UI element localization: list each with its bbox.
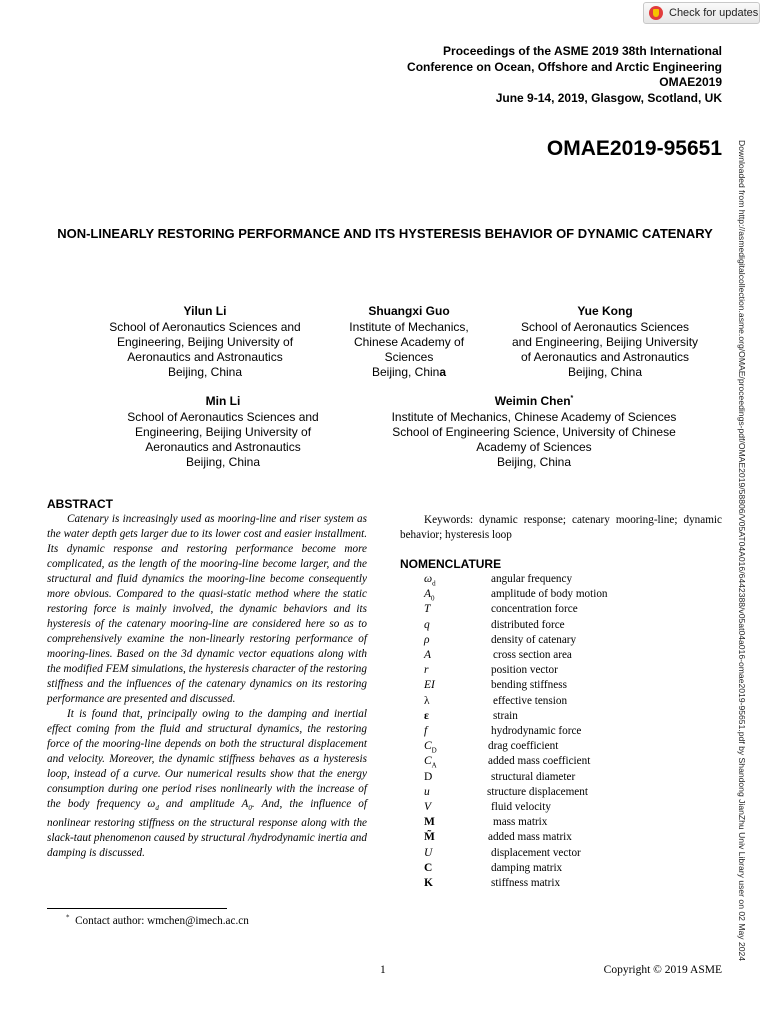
nomenclature-symbol-text: C — [424, 755, 432, 767]
nomenclature-symbol — [424, 603, 430, 615]
nomenclature-symbol-text: u — [424, 786, 430, 798]
nomenclature-symbol — [424, 573, 436, 587]
nomenclature-symbol — [424, 634, 430, 646]
author-affiliation-line: Aeronautics and Astronautics — [127, 350, 283, 364]
abstract-text: and amplitude — [158, 798, 242, 810]
nomenclature-definition: distributed force — [491, 619, 565, 631]
nomenclature-definition: strain — [493, 710, 518, 722]
nomenclature-symbol — [424, 725, 427, 737]
footnote — [66, 915, 249, 927]
abstract-text: It is found that, principally owing to the damping and inertial effect coming from the fluid and structural dynamics, the restoring force of the mooring-line depends on both the structural displacement and velocity. Moreover, the dynamic stiffness behaves as a hysteresis loop, instead of a curve. Our numerical results show that the energy consumption during one period rises nonlinearly with the increase of the body frequency — [47, 708, 367, 810]
author-block — [374, 394, 694, 470]
nomenclature-symbol — [424, 695, 430, 707]
nomenclature-symbol — [424, 679, 435, 691]
nomenclature-definition: hydrodynamic force — [491, 725, 582, 737]
proceedings-header — [302, 44, 722, 106]
author-affiliation-line: Institute of Mechanics, Chinese Academy of Sciences — [391, 410, 677, 424]
nomenclature-symbol — [424, 664, 428, 676]
nomenclature-symbol — [424, 771, 432, 783]
proceedings-line: Proceedings of the ASME 2019 38th International — [443, 44, 722, 58]
author-affiliation-line: Chinese Academy of — [353, 335, 465, 349]
nomenclature-symbol-subscript: d — [432, 579, 436, 588]
nomenclature-symbol-text: D — [424, 771, 433, 783]
nomenclature-symbol — [424, 786, 430, 798]
nomenclature-symbol — [424, 740, 437, 754]
nomenclature-symbol — [424, 831, 435, 843]
nomenclature-symbol-text: V — [424, 801, 432, 813]
author-affiliation-line: School of Aeronautics Sciences and — [109, 320, 301, 334]
nomenclature-symbol-subscript: D — [431, 746, 437, 755]
proceedings-line: June 9-14, 2019, Glasgow, Scotland, UK — [495, 90, 722, 105]
author-name-text: Weimin Chen — [494, 394, 571, 408]
nomenclature-definition: angular frequency — [491, 573, 573, 585]
nomenclature-symbol-subscript: A — [431, 761, 437, 770]
author-name: Shuangxi Guo — [368, 304, 450, 318]
nomenclature-symbol-text: ω — [424, 573, 433, 585]
author-affiliation-line: School of Engineering Science, University of Chinese — [392, 425, 676, 439]
nomenclature-definition: position vector — [491, 664, 558, 676]
nomenclature-definition: structure displacement — [487, 786, 588, 798]
crossmark-icon — [649, 6, 663, 20]
nomenclature-heading: NOMENCLATURE — [400, 557, 502, 571]
nomenclature-definition: density of catenary — [491, 634, 577, 646]
author-block — [95, 304, 315, 380]
author-affiliation-line: School of Aeronautics Sciences and — [127, 410, 319, 424]
abstract-subscript: d — [155, 804, 159, 813]
nomenclature-definition: effective tension — [493, 695, 568, 707]
author-affiliation-line: and Engineering, Beijing University — [511, 335, 699, 349]
abstract-heading: ABSTRACT — [47, 497, 113, 511]
nomenclature-definition: cross section area — [493, 649, 572, 661]
nomenclature-definition: damping matrix — [491, 862, 563, 874]
nomenclature-definition: added mass matrix — [488, 831, 572, 843]
author-name — [374, 394, 694, 409]
nomenclature-symbol-text: f — [424, 725, 428, 737]
nomenclature-definition: drag coefficient — [488, 740, 559, 752]
abstract-text: . And, the influence of nonlinear restoring stiffness on the structural response along with the slack-taut phenomenon caused by structural /hydrodynamic inertia and damping is discussed. — [47, 798, 368, 860]
abstract-paragraph — [47, 707, 367, 861]
nomenclature-symbol — [424, 710, 429, 722]
abstract-symbol: ω — [147, 798, 156, 810]
proceedings-line: Conference on Ocean, Offshore and Arctic Engineering — [407, 59, 722, 74]
nomenclature-symbol — [424, 816, 435, 828]
nomenclature-symbol-text: C — [424, 862, 433, 874]
nomenclature-definition: mass matrix — [493, 816, 548, 828]
nomenclature-symbol-subscript: 0 — [431, 594, 435, 603]
download-info-text: Downloaded from http://asmedigitalcollection.asme.org/OMAE/proceedings-pdf/OMAE2019/58806/V05AT04A016/6442388/v05at04a016-omae2019-95651.pdf by Shandong JianZhu Univ Library user on 02 May 2024 — [737, 140, 747, 962]
abstract-symbol: A — [241, 798, 249, 810]
nomenclature-definition: concentration force — [491, 603, 578, 615]
paper-title: NON-LINEARLY RESTORING PERFORMANCE AND ITS HYSTERESIS BEHAVIOR OF DYNAMIC CATENARY — [57, 226, 713, 241]
author-affiliation-text: Beijing, Chin — [371, 365, 440, 379]
check-for-updates-label: Check for updates — [669, 7, 759, 19]
author-affiliation-line: Sciences — [384, 350, 434, 364]
nomenclature-symbol-text: M̃ — [424, 831, 435, 843]
footnote-text: Contact author: wmchen@imech.ac.cn — [75, 915, 249, 927]
download-info-strip — [733, 140, 747, 962]
nomenclature-symbol-text: r — [424, 664, 429, 676]
nomenclature-symbol-text: A — [424, 649, 432, 661]
check-for-updates-button[interactable] — [643, 2, 760, 24]
keywords: Keywords: dynamic response; catenary mooring-line; dynamic behavior; hysteresis loop — [400, 514, 722, 541]
nomenclature-symbol-text: q — [424, 619, 430, 631]
nomenclature-symbol-text: ρ — [424, 634, 430, 646]
author-affiliation-line: Beijing, China — [496, 455, 572, 469]
nomenclature-symbol-text: λ — [424, 695, 430, 707]
footnote-mark: * — [66, 913, 70, 922]
copyright: Copyright © 2019 ASME — [603, 964, 722, 976]
paper-id: OMAE2019-95651 — [546, 137, 722, 160]
nomenclature-symbol — [424, 862, 432, 874]
author-affiliation-line: Aeronautics and Astronautics — [145, 440, 301, 454]
author-affiliation-line: of Aeronautics and Astronautics — [520, 350, 690, 364]
author-affiliation-line: Institute of Mechanics, — [349, 320, 469, 334]
author-affiliation-line: Engineering, Beijing University of — [134, 425, 312, 439]
nomenclature-definition: displacement vector — [491, 847, 581, 859]
nomenclature-symbol-text: EI — [424, 679, 435, 691]
corresponding-author-mark: * — [570, 395, 574, 402]
nomenclature-definition: added mass coefficient — [488, 755, 591, 767]
author-name: Yue Kong — [577, 304, 633, 318]
nomenclature-definition: bending stiffness — [491, 679, 567, 691]
author-affiliation-line: School of Aeronautics Sciences — [520, 320, 690, 334]
author-affiliation-line: Beijing, China — [567, 365, 643, 379]
nomenclature-definition: amplitude of body motion — [491, 588, 608, 600]
author-affiliation-line: Beijing, China — [185, 455, 261, 469]
abstract-paragraph: Catenary is increasingly used as mooring-line and riser system as the water depth gets larger due to its lower cost and easier installment. Its dynamic response and restoring performance become more complicated, as the length of the mooring-line become larger, and the structural and fluid dynamics the mooring-line become consequently more obvious. Compared to the quasi-static method where the static restoring force is mainly involved, the dynamic behaviors and its hysteresis of the catenary mooring-line are considered here so as to comprehensively examine the non-linearly restoring performance of mooring-lines. Based on the 3d dynamic vector equations along with the modified FEM simulations, the hysteresis character of the restoring stiffness and the influences of the catenary dynamics on its restoring performance are presented and discussed. — [47, 513, 367, 705]
author-affiliation-line: Engineering, Beijing University of — [116, 335, 294, 349]
author-affiliation-line: Beijing, China — [167, 365, 243, 379]
nomenclature-symbol-text: ε — [424, 710, 429, 722]
author-affiliation-line: Academy of Sciences — [476, 440, 592, 454]
nomenclature-symbol-text: U — [424, 847, 433, 859]
nomenclature-symbol-text: K — [424, 877, 433, 889]
nomenclature-symbol — [424, 801, 431, 813]
author-block — [113, 394, 333, 470]
abstract-subscript: 0 — [248, 804, 252, 813]
footnote-rule — [47, 908, 227, 909]
nomenclature-symbol-text: T — [424, 603, 431, 615]
nomenclature-definition: fluid velocity — [491, 801, 551, 813]
author-block — [334, 304, 484, 380]
nomenclature-symbol — [424, 619, 430, 631]
nomenclature-symbol-text: M — [424, 816, 435, 828]
author-affiliation-tail: a — [439, 365, 447, 379]
nomenclature-symbol — [424, 847, 432, 859]
abstract-body — [47, 512, 367, 861]
author-block — [500, 304, 710, 380]
nomenclature-symbol — [424, 649, 431, 661]
proceedings-line: OMAE2019 — [659, 75, 722, 89]
nomenclature-symbol — [424, 877, 433, 889]
nomenclature-symbol-text: C — [424, 740, 432, 752]
nomenclature-symbol — [424, 588, 435, 602]
page-number: 1 — [380, 964, 386, 976]
author-name: Yilun Li — [183, 304, 227, 318]
author-affiliation-line — [334, 365, 484, 380]
author-name: Min Li — [205, 394, 241, 408]
nomenclature-definition: stiffness matrix — [491, 877, 561, 889]
nomenclature-definition: structural diameter — [491, 771, 576, 783]
nomenclature-symbol — [424, 755, 437, 769]
nomenclature-symbol-text: A — [424, 588, 432, 600]
